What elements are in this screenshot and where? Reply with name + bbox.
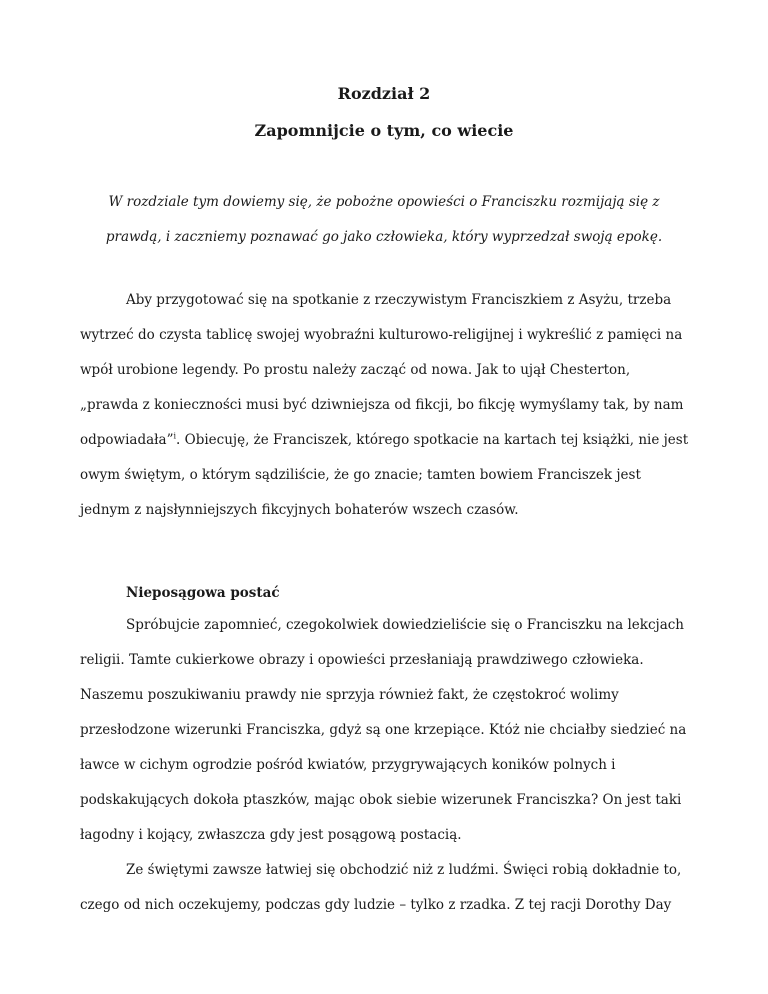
section-body <box>80 608 690 923</box>
chapter-number: Rozdział 2 <box>337 84 431 103</box>
intro-section <box>80 283 690 528</box>
footnote-marker[interactable]: i <box>173 431 177 441</box>
intro-text-after-note: . Obiecuję, że Franciszek, którego spotkacie na kartach tej książki, nie jest owym świętym, o którym sądziliście, że go znacie; tamten bowiem Franciszek jest jednym z najsłynniejszych fikcyjnych bohaterów wszech czasów. <box>80 432 689 518</box>
section-paragraph-2: Ze świętymi zawsze łatwiej się obchodzić niż z ludźmi. Święci robią dokładnie to, czego od nich oczekujemy, podczas gdy ludzie – tylko z rzadka. Z tej racji Dorothy Day <box>80 862 682 913</box>
intro-paragraph <box>80 283 690 528</box>
section-heading: Nieposągowa postać <box>126 585 280 601</box>
chapter-abstract: W rozdziale tym dowiemy się, że pobożne opowieści o Franciszku rozmijają się z prawdą, i zaczniemy poznawać go jako człowieka, który wyprzedzał swoją epokę. <box>105 194 663 245</box>
intro-text-before-note: Aby przygotować się na spotkanie z rzeczywistym Franciszkiem z Asyżu, trzeba wytrzeć do czysta tablicę swojej wyobraźni kulturowo-religijnej i wykreślić z pamięci na wpół urobione legendy. Po prostu należy zacząć od nowa. Jak to ujął Chesterton, „prawda z konieczności musi być dziwniejsza od fikcji, bo fikcję wymyślamy tak, by nam odpowiadała” <box>80 292 684 448</box>
chapter-title: Zapomnijcie o tym, co wiecie <box>254 121 514 140</box>
section-paragraph-1: Spróbujcie zapomnieć, czegokolwiek dowiedzieliście się o Franciszku na lekcjach religii. Tamte cukierkowe obrazy i opowieści przesłaniają prawdziwego człowieka. Naszemu poszukiwaniu prawdy nie sprzyja również fakt, że częstokroć wolimy przesłodzone wizerunki Franciszka, gdyż są one krzepiące. Któż nie chciałby siedzieć na ławce w cichym ogrodzie pośród kwiatów, przygrywających koników polnych i podskakujących dokoła ptaszków, mając obok siebie wizerunek Franciszka? On jest taki łagodny i kojący, zwłaszcza gdy jest posągową postacią. <box>80 617 687 843</box>
